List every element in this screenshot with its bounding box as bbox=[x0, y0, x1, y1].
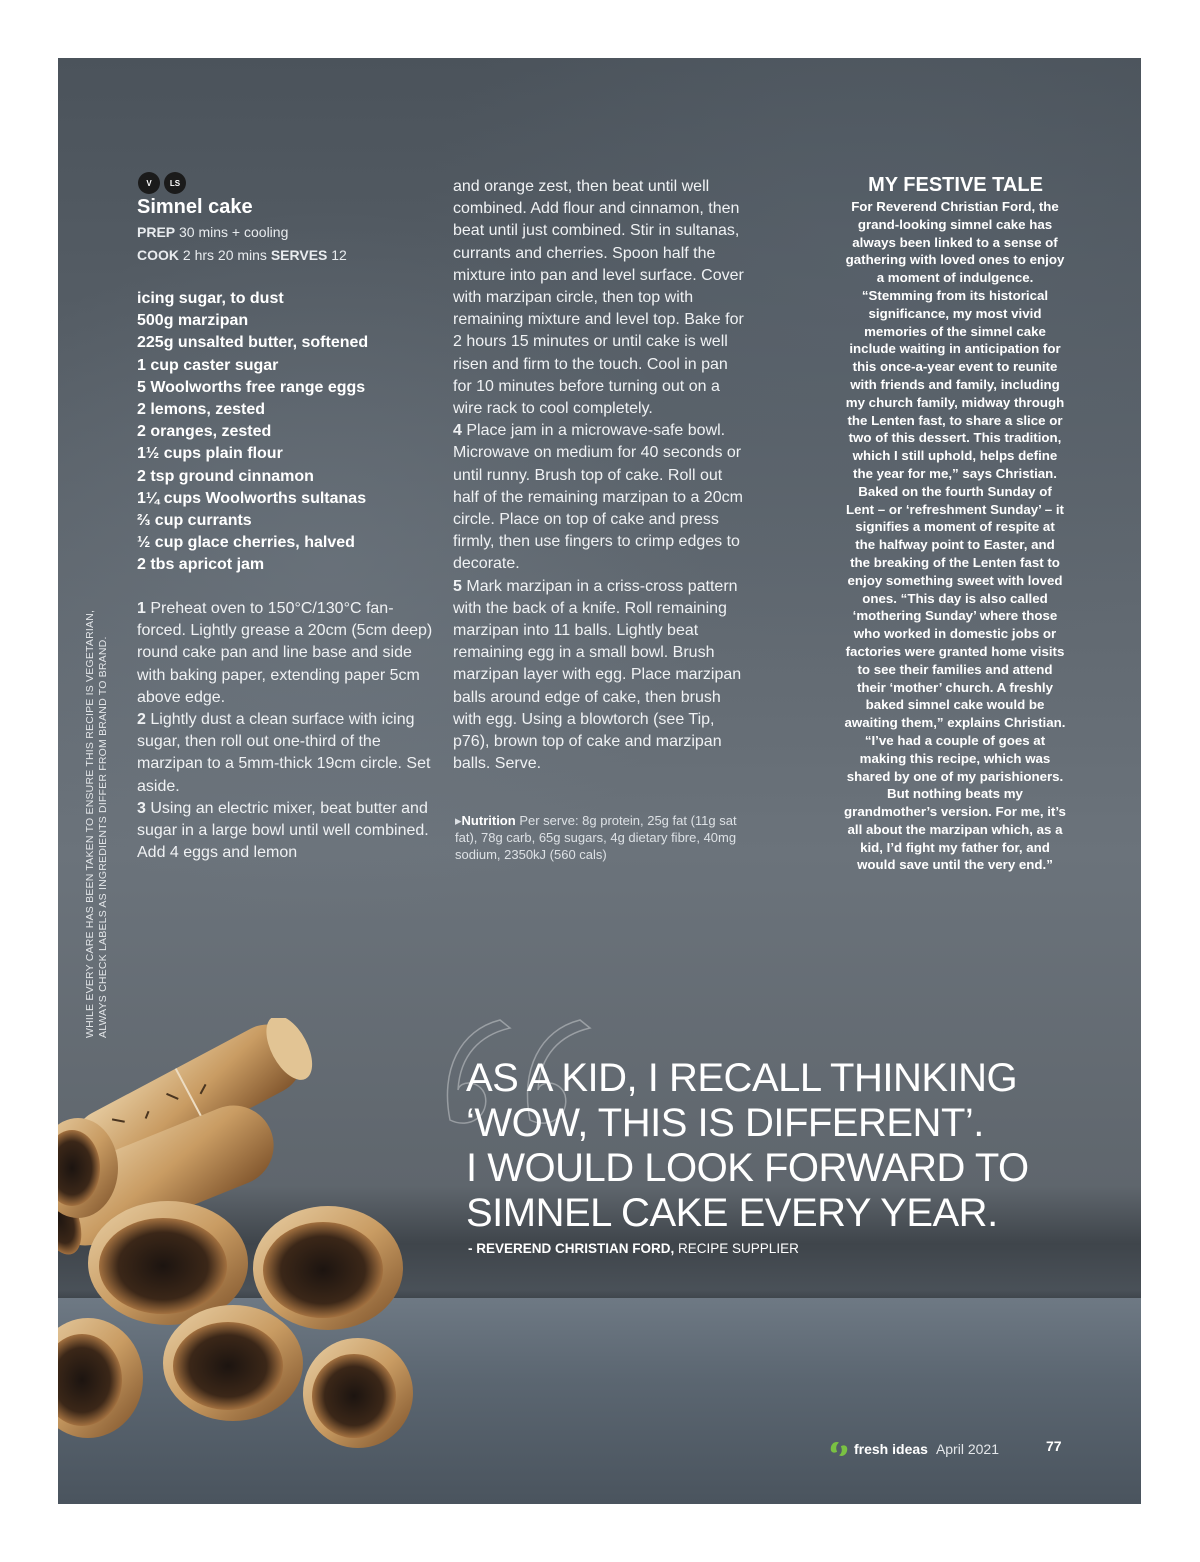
recipe-page bbox=[58, 58, 1141, 1504]
attribution-name: - REVEREND CHRISTIAN FORD, bbox=[468, 1241, 675, 1256]
dietary-badges bbox=[138, 172, 186, 194]
nutrition-text: Per serve: 8g protein, 25g fat (11g sat fat), 78g carb, 65g sugars, 4g dietary fibre, 40mg sodium, 2350kJ (560 cals) bbox=[455, 813, 737, 862]
ingredient-item: 500g marzipan bbox=[137, 312, 249, 330]
tale-paragraph: “I’ve had a couple of goes at making this recipe, which was shared by one of my parishioners. But nothing beats my grandmother’s version. For me, it’s all about the marzipan which, as a kid, I’d fight my father for, and would save until the very end.” bbox=[844, 732, 1066, 873]
attribution-role: RECIPE SUPPLIER bbox=[678, 1241, 799, 1256]
quote-attribution bbox=[468, 1241, 799, 1256]
disclaimer-line: WHILE EVERY CARE HAS BEEN TAKEN TO ENSURE THIS RECIPE IS VEGETARIAN, bbox=[84, 609, 96, 1038]
low-sodium-badge: LS bbox=[164, 172, 186, 194]
nutrition-info bbox=[455, 812, 755, 863]
step-text: Using an electric mixer, beat butter and sugar in a large bowl until well combined. Add 4 eggs and lemon bbox=[137, 799, 429, 862]
ingredient-item: 2 lemons, zested bbox=[137, 401, 266, 419]
pull-quote-line: I WOULD LOOK FORWARD TO bbox=[466, 1146, 1029, 1190]
vegetarian-badge: V bbox=[138, 172, 160, 194]
ingredient-item: icing sugar, to dust bbox=[137, 290, 284, 307]
prep-time bbox=[137, 224, 288, 240]
method-step bbox=[453, 576, 748, 776]
pull-quote-line: SIMNEL CAKE EVERY YEAR. bbox=[466, 1191, 998, 1235]
prep-value: 30 mins + cooling bbox=[179, 224, 289, 240]
recipe-title: Simnel cake bbox=[137, 196, 253, 218]
step-text: Preheat oven to 150°C/130°C fan-forced. Lightly grease a 20cm (5cm deep) round cake pan and line base and side with baking paper, extending paper 5cm above edge. bbox=[137, 600, 433, 706]
ingredient-item: 5 Woolworths free range eggs bbox=[137, 378, 366, 396]
ingredient-list bbox=[137, 288, 368, 577]
cook-serves bbox=[137, 247, 347, 263]
step-number: 5 bbox=[453, 577, 462, 595]
disclaimer-line: ALWAYS CHECK LABELS AS INGREDIENTS DIFFER FROM BRAND TO BRAND. bbox=[97, 636, 109, 1038]
cook-label: COOK bbox=[137, 247, 179, 263]
serves-label: SERVES bbox=[270, 247, 328, 263]
nutrition-arrow-icon: ▸ bbox=[455, 813, 462, 828]
woolworths-logo-icon bbox=[828, 1438, 850, 1460]
vegetarian-disclaimer bbox=[84, 598, 110, 1038]
step-number: 1 bbox=[137, 600, 146, 617]
cook-value: 2 hrs 20 mins bbox=[182, 247, 267, 263]
brand-name: fresh ideas bbox=[854, 1441, 928, 1457]
method-step bbox=[137, 709, 437, 798]
step-text: Lightly dust a clean surface with icing sugar, then roll out one-third of the marzipan to a 5mm-thick 19cm circle. Set aside. bbox=[137, 711, 431, 795]
pull-quote bbox=[466, 1056, 1029, 1236]
step-number: 4 bbox=[453, 422, 462, 440]
method-step bbox=[137, 798, 437, 865]
method-continuation: and orange zest, then beat until well combined. Add flour and cinnamon, then beat until just combined. Stir in sultanas, currants and cherries. Spoon half the mixture into pan and level surface. Cover with marzipan circle, then top with remaining mixture and level top. Bake for 2 hours 15 minutes or until cake is well risen and firm to the touch. Cool in pan for 10 minutes before turning out on a wire rack to cool completely. bbox=[453, 178, 744, 418]
tale-paragraph: Baked on the fourth Sunday of Lent – or ‘refreshment Sunday’ – it signifies a moment of respite at the halfway point to Easter, and the breaking of the Lenten fast to enjoy something sweet with loved ones. “This day is also called ‘mothering Sunday’ where those who worked in domestic jobs or factories were granted home visits to see their families and attend their ‘mother’ church. A freshly baked simnel cake would be awaiting them,” explains Christian. bbox=[844, 483, 1066, 731]
ingredient-item: 1½ cups plain flour bbox=[137, 445, 283, 463]
ingredient-item: ½ cup glace cherries, halved bbox=[137, 534, 355, 552]
ingredient-item: 1¼ cups Woolworths sultanas bbox=[137, 489, 367, 507]
ingredient-item: 2 oranges, zested bbox=[137, 423, 272, 441]
pull-quote-line: ‘WOW, THIS IS DIFFERENT’. bbox=[466, 1101, 984, 1145]
ingredient-item: 225g unsalted butter, softened bbox=[137, 334, 369, 352]
ingredient-item: 1 cup caster sugar bbox=[137, 356, 279, 374]
method-column-2 bbox=[453, 176, 748, 775]
page-number: 77 bbox=[1046, 1438, 1062, 1454]
ingredient-item: 2 tsp ground cinnamon bbox=[137, 467, 314, 485]
nutrition-label: Nutrition bbox=[461, 813, 516, 828]
pull-quote-line: AS A KID, I RECALL THINKING bbox=[466, 1056, 1018, 1100]
ingredient-item: 2 tbs apricot jam bbox=[137, 556, 265, 574]
method-column-1 bbox=[137, 598, 437, 864]
method-step bbox=[453, 420, 748, 575]
tale-paragraph: For Reverend Christian Ford, the grand-looking simnel cake has always been linked to a sense of gathering with loved ones to enjoy a moment of indulgence. “Stemming from its historical significance, my most vivid memories of the simnel cake include waiting in anticipation for this once-a-year event to reunite with friends and family, including my church family, midway through the Lenten fast, to share a slice or two of this dessert. This tradition, which I still uphold, helps define the year for me,” says Christian. bbox=[845, 199, 1065, 481]
step-text: Mark marzipan in a criss-cross pattern with the back of a knife. Roll remaining marzipan into 11 balls. Lightly beat remaining egg in a small bowl. Brush marzipan layer with egg. Place marzipan balls around edge of cake, then brush with egg. Using a blowtorch (see Tip, p76), brown top of cake and marzipan balls. Serve. bbox=[453, 577, 742, 773]
parchment-scrolls-image bbox=[58, 1018, 438, 1478]
issue-date: April 2021 bbox=[935, 1441, 999, 1457]
serves-value: 12 bbox=[331, 247, 347, 263]
ingredient-item: ⅔ cup currants bbox=[137, 512, 252, 530]
festive-tale-title: MY FESTIVE TALE bbox=[868, 174, 1043, 196]
step-number: 3 bbox=[137, 799, 146, 817]
festive-tale-body bbox=[844, 198, 1066, 874]
method-step bbox=[137, 598, 437, 709]
prep-label: PREP bbox=[137, 224, 176, 240]
step-number: 2 bbox=[137, 711, 146, 729]
step-text: Place jam in a microwave-safe bowl. Microwave on medium for 40 seconds or until runny. Brush top of cake. Roll out half of the remaining marzipan to a 20cm circle. Place on top of cake and press firmly, then use fingers to crimp edges to decorate. bbox=[453, 422, 743, 573]
footer-brand bbox=[828, 1438, 999, 1460]
